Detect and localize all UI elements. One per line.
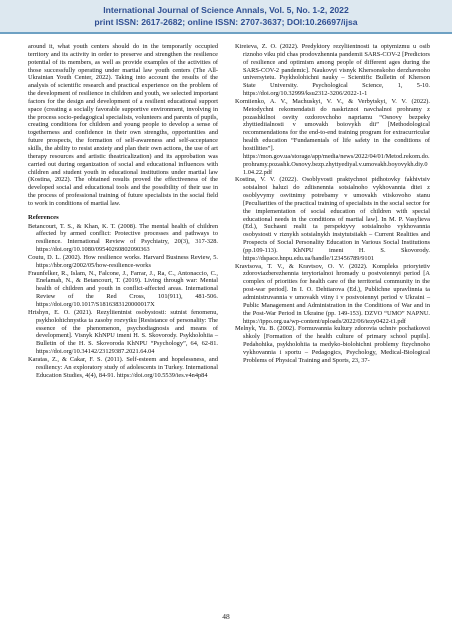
journal-header bbox=[0, 0, 452, 34]
reference-kireieva: Kireieva, Z. O. (2022). Predyktory rezyliientnosti ta optymizmu u osib riznoho viku pid chas prodovzhennia pandemii SARS-COV-2 [Predictors of resilience and optimism among people of different ages during the SARS-COV-2 pandemic]. Naukovyi visnyk Khersonskoho derzhavnoho universytetu. Psykholohichni nauky – Scientific Bulletin of Kherson State University. Psychological Science, 1, 5-10. https://doi.org/10.32999/ksu2312-3206/2022-1-1 bbox=[235, 43, 430, 98]
references-heading: References bbox=[28, 213, 59, 221]
reference-coutu: Coutu, D. L. (2002). How resilience works. Harvard Business Review, 5. https://hbr.org/2002/05/how-resilience-works bbox=[28, 253, 218, 269]
reference-melnyk: Melnyk, Yu. B. (2002). Formuvannia kultury zdorovia uchniv pochatkovoi shkoly [Formation of the health culture of primary school pupils]. Pedahohika, psykholohiia ta medyko-biolohichni problemy fizychnoho vykhovannia i sportu – Pedagogics, Psychology, Medical-Biological Problems of Physical Training and Sports, 23, 37- bbox=[235, 325, 430, 364]
reference-korniienko: Korniienko, A. V., Machuskyi, V. V., & Verbytskyi, V. V. (2022). Metodychni rekomendatsii do naskriznoi navchalnoi prohramy z pozashkilnoi osvity ozdorovchoho napriamu “Osnovy bezpeky zhyttiediialnosti v umovakh boiovykh dii” [Methodological recommendations for the end-to-end training program for extracurricular health education “Fundamentals of life safety in the conditions of hostilities”]. https://mon.gov.ua/storage/app/media/news/2022/04/01/Metod.rekom.do.prohramy.pozashk.Osnovy.bezp.zhyttyediyal.v.umovakh.boyovykh.diy.01.04.22.pdf bbox=[235, 97, 430, 176]
reference-karatas: Karatas, Z., & Cakar, F. S. (2011). Self-esteem and hopelessness, and resiliency: An exploratory study of adolescents in Turkey. International Education Studies, 4(4), 84-91. https://doi.org/10.5539/ies.v4n4p84 bbox=[28, 355, 218, 379]
page-number: 48 bbox=[222, 612, 230, 621]
body-paragraph: around it, what youth centers should do in the temporarily occupied territory and its activity in order to preserve and strengthen the resilience potential of its members, as well as provide examples of the activities of those successfully operating under martial law youth centers (The All-Ukrainian Youth Center, 2022). Taking into account the results of the analysis of scientific research and practical experience on the problem of the development of resilience in children and youth, we selected important factors for the design and development of a resilient educational support space (creating a socially favorable supportive environment, involving in the process socio-pedagogical specialists, volunteers and parents of pupils, creating conditions for children and young people to develop a sense of togetherness and confidence in their own strengths, opportunities and future prospects, the formation of self-awareness and self-acceptance skills, the ability to resist anxiety and plan their own actions, the use of art therapy resources and artistic theatricalization) and its approbation was carried out during organization of social and educational influences with children and student youth in educational institutions under martial law (Kostina, 2022). The obtained results proved the effectiveness of the developed social and educational tools and the possibility of their use in the process of professional training of future specialists in the social field to work in conditions of martial law. bbox=[28, 43, 218, 207]
left-column bbox=[28, 43, 218, 379]
journal-title: International Journal of Science Annals, Vol. 5, No. 1-2, 2022 bbox=[103, 5, 349, 15]
right-column bbox=[235, 43, 430, 365]
reference-betancourt: Betancourt, T. S., & Khan, K. T. (2008). The mental health of children affected by armed conflict: Protective processes and pathways to resilience. International Review of Psychiatry, 20(3), 317-328. https://doi.org/10.1080/09540260802090363 bbox=[28, 222, 218, 254]
journal-issn: print ISSN: 2617-2682; online ISSN: 2707-3637; DOI:10.26697/ijsa bbox=[94, 16, 358, 27]
reference-fraunfelker: Fraunfelker, R., Islam, N., Falcone, J., Farrar, J., Ra, C., Antonaccio, C., Enelamah, N., & Betancourt, T. (2019). Living through war: Mental health of children and youth in conflict-affected areas. International Review of the Red Cross, 101(911), 481-506. https://doi.org/10.1017/S1816383120000017X bbox=[28, 269, 218, 308]
reference-hrishyn: Hrishyn, E. O. (2021). Rezyliientnist osobystosti: sutnist fenomenu, psykholohichnystka ta zasoby rozvytku [Resistance of personality: The essence of the phenomenon, psychodiagnosis and means of development]. Visnyk KhNPU imeni H. S. Skovorody. Psykholohiia – Bulletin of the H. S. Skovoroda KhNPU “Psychology”, 64, 62-81. https://doi.org/10.34142/23129387.2021.64.04 bbox=[28, 308, 218, 356]
reference-kravtsova: Kravtsova, T. V., & Kravtsov, O. V. (2022). Kompleks priorytetiv zdoroviazberezhennia terytorialnoi hromady u postvoiennyi period [A complex of priorities for health care of the territorial community in the post-war period]. In I. O. Dehtiarova (Ed.), Publichne upravlinnia ta administruvannia v umovakh viiny i v postvoiennyi period v Ukraini – Public Management and Administration in the Conditions of War and in the Post-War Period in Ukraine (pp. 149-153). DZVO “UMO” NAPNU. https://ippo.org.ua/wp-content/uploads/2022/06/tezy0422-t1.pdf bbox=[235, 262, 430, 325]
reference-kostina: Kostina, V. V. (2022). Osoblyvosti praktychnoi pidhotovky fakhivtsiv sotsialnoi haluzi do zdiisnennia sotsialnoho vykhovannia ditei z osoblyvymy osvitnimy potrebamy v umovakh viiskovoho stanu [Peculiarities of the practical training of specialists in the social sector for the implementation of social education of children with special educational needs in the conditions of martial law]. In M. P. Vasylieva (Ed.), Suchasni realii ta perspektyvy sotsialnoho vykhovannia osobystosti v riznykh sotsialnykh instytutsiiakh – Current Realities and Prospects of Social Personality Education in Various Social Institutions (pp.109-113). KhNPU imeni H. S. Skovorody. https://dspace.hnpu.edu.ua/handle/123456789/9101 bbox=[235, 176, 430, 262]
